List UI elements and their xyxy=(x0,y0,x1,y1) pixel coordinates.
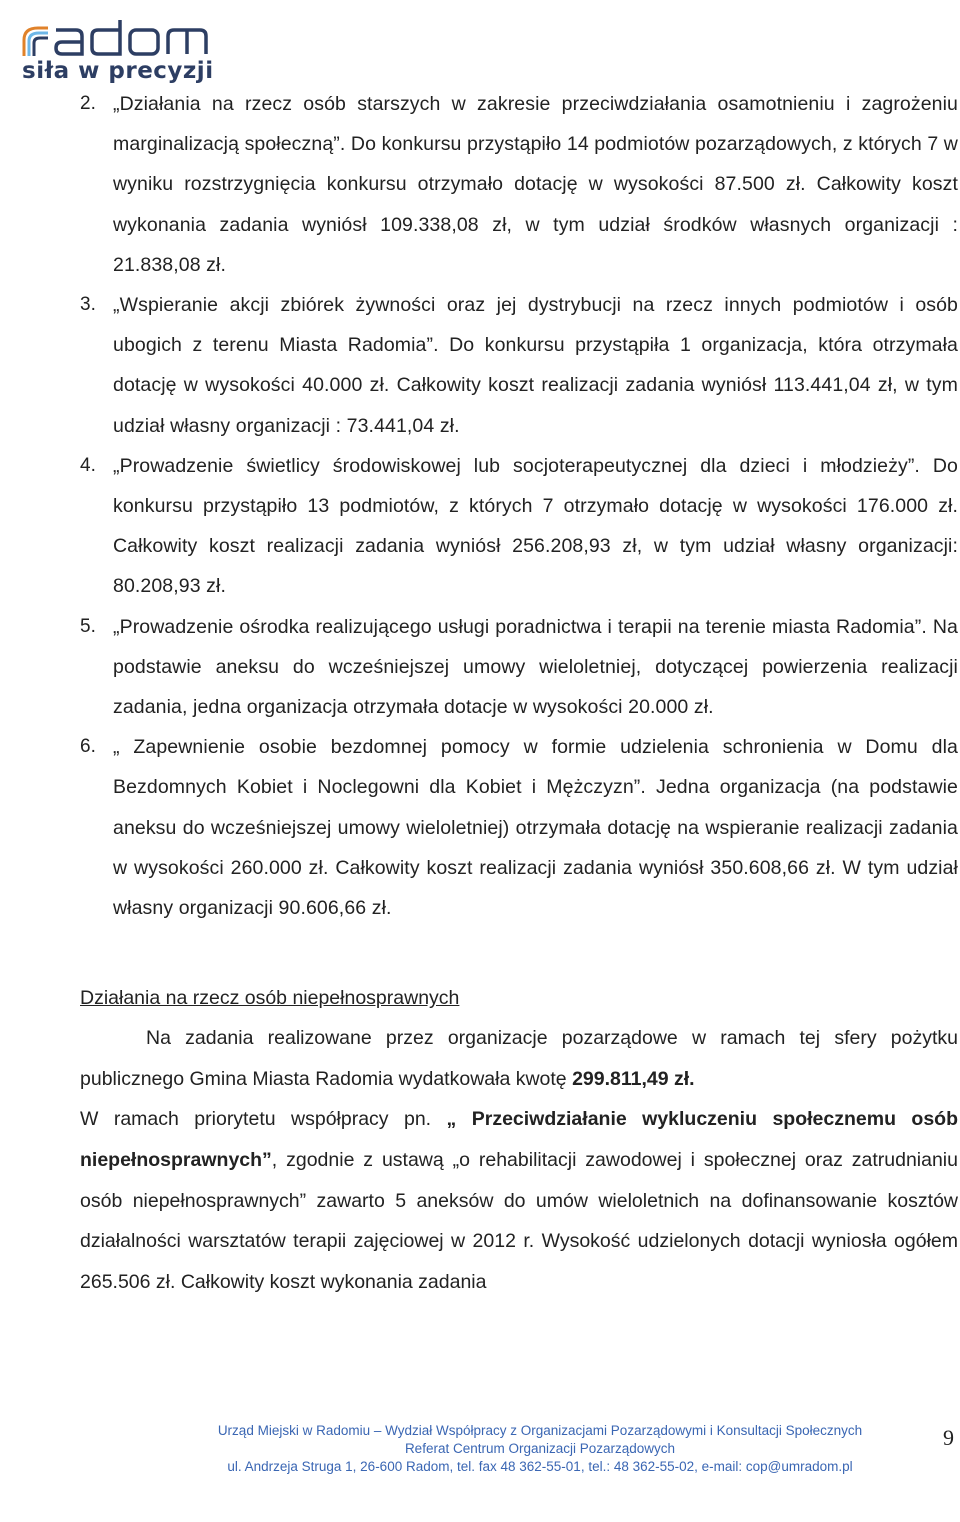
list-item xyxy=(80,446,958,607)
document-body xyxy=(80,84,958,1302)
footer-office: Urząd Miejski w Radomiu – Wydział Współpracy z Organizacjami Pozarządowymi i Konsultacji Społecznych xyxy=(217,1423,863,1438)
list-item-text: „ Zapewnienie osobie bezdomnej pomocy w formie udzielenia schronienia w Domu dla Bezdomnych Kobiet i Noclegowni dla Kobiet i Mężczyzn”. Jedna organizacja (na podstawie aneksu do wcześniejszej umowy wieloletniej) otrzymała dotację na wspieranie realizacji zadania w wysokości 260.000 zł. Całkowity koszt realizacji zadania wyniósł 350.608,66 zł. W tym udział własny organizacji 90.606,66 zł. xyxy=(113,736,958,920)
disabled-persons-section xyxy=(80,978,958,1302)
list-item xyxy=(80,285,958,446)
list-item-number: 4. xyxy=(80,454,96,476)
footer-contact: ul. Andrzeja Struga 1, 26-600 Radom, tel. fax 48 362-55-01, tel.: 48 362-55-02, e-mail: cop@umradom.pl xyxy=(227,1459,853,1474)
list-item-text: „Wspieranie akcji zbiórek żywności oraz jej dystrybucji na rzecz innych podmiotów i osób ubogich z terenu Miasta Radomia”. Do konkursu przystąpiła 1 organizacja, która otrzymała dotację w wysokości 40.000 zł. Całkowity koszt realizacji zadania wyniósł 113.441,04 zł, w tym udział własny organizacji : 73.441,04 zł. xyxy=(113,294,958,437)
list-item-number: 6. xyxy=(80,736,96,758)
list-item xyxy=(80,607,958,728)
list-item xyxy=(80,84,958,285)
list-item-text: „Działania na rzecz osób starszych w zakresie przeciwdziałania osamotnieniu i zagrożeniu marginalizacją społeczną”. Do konkursu przystąpiło 14 podmiotów pozarządowych, z których 7 w wyniku rozstrzygnięcia konkursu otrzymało dotację w wysokości 87.500 zł. Całkowity koszt wykonania zadania wyniósł 109.338,08 zł, w tym udział środków własnych organizacji : 21.838,08 zł. xyxy=(113,93,958,276)
logo-tagline: siła w precyzji xyxy=(22,58,214,84)
list-item-text: „Prowadzenie ośrodka realizującego usługi poradnictwa i terapii na terenie miasta Radomia”. Na podstawie aneksu do wcześniejszej umowy wieloletniej, dotyczącej powierzenia realizacji zadania, jedna organizacja otrzymała dotacje w wysokości 20.000 zł. xyxy=(113,615,958,719)
page-footer xyxy=(180,1422,900,1476)
radom-logo xyxy=(20,18,220,88)
priority-intro: W ramach priorytetu współpracy pn. xyxy=(80,1108,447,1131)
spending-paragraph xyxy=(80,1018,958,1099)
list-item-text: „Prowadzenie świetlicy środowiskowej lub socjoterapeutycznej dla dzieci i młodzieży”. Do konkursu przystąpiło 13 podmiotów, z których 7 otrzymało dotację w wysokości 176.000 zł. Całkowity koszt realizacji zadania wyniósł 256.208,93 zł, w tym udział własny organizacji: 80.208,93 zł. xyxy=(113,454,958,598)
radom-wordmark-graphic xyxy=(20,18,220,60)
footer-department: Referat Centrum Organizacji Pozarządowych xyxy=(404,1441,676,1456)
list-item-number: 2. xyxy=(80,93,96,114)
priority-name: „ Przeciwdziałanie wykluczeniu społecznemu osób niepełnosprawnych” xyxy=(80,1108,958,1172)
spending-text: Na zadania realizowane przez organizacje pozarządowe w ramach tej sfery pożytku publicznego Gmina Miasta Radomia wydatkowała kwotę xyxy=(80,1027,958,1090)
section-heading: Działania na rzecz osób niepełnosprawnych xyxy=(80,987,460,1010)
spending-amount: 299.811,49 zł. xyxy=(572,1067,695,1090)
priority-details: , zgodnie z ustawą „o rehabilitacji zawodowej i społecznej oraz zatrudnianiu osób niepełnosprawnych” zawarto 5 aneksów do umów wieloletnich na dofinansowanie kosztów działalności warsztatów terapii zajęciowej w 2012 r. Wysokość udzielonych dotacji wyniosła ogółem 265.506 zł. Całkowity koszt wykonania zadania xyxy=(80,1149,958,1293)
priority-paragraph xyxy=(80,1099,958,1302)
list-item-number: 3. xyxy=(80,294,96,316)
page-number: 9 xyxy=(943,1425,954,1450)
list-item-number: 5. xyxy=(80,615,96,637)
list-item xyxy=(80,727,958,928)
